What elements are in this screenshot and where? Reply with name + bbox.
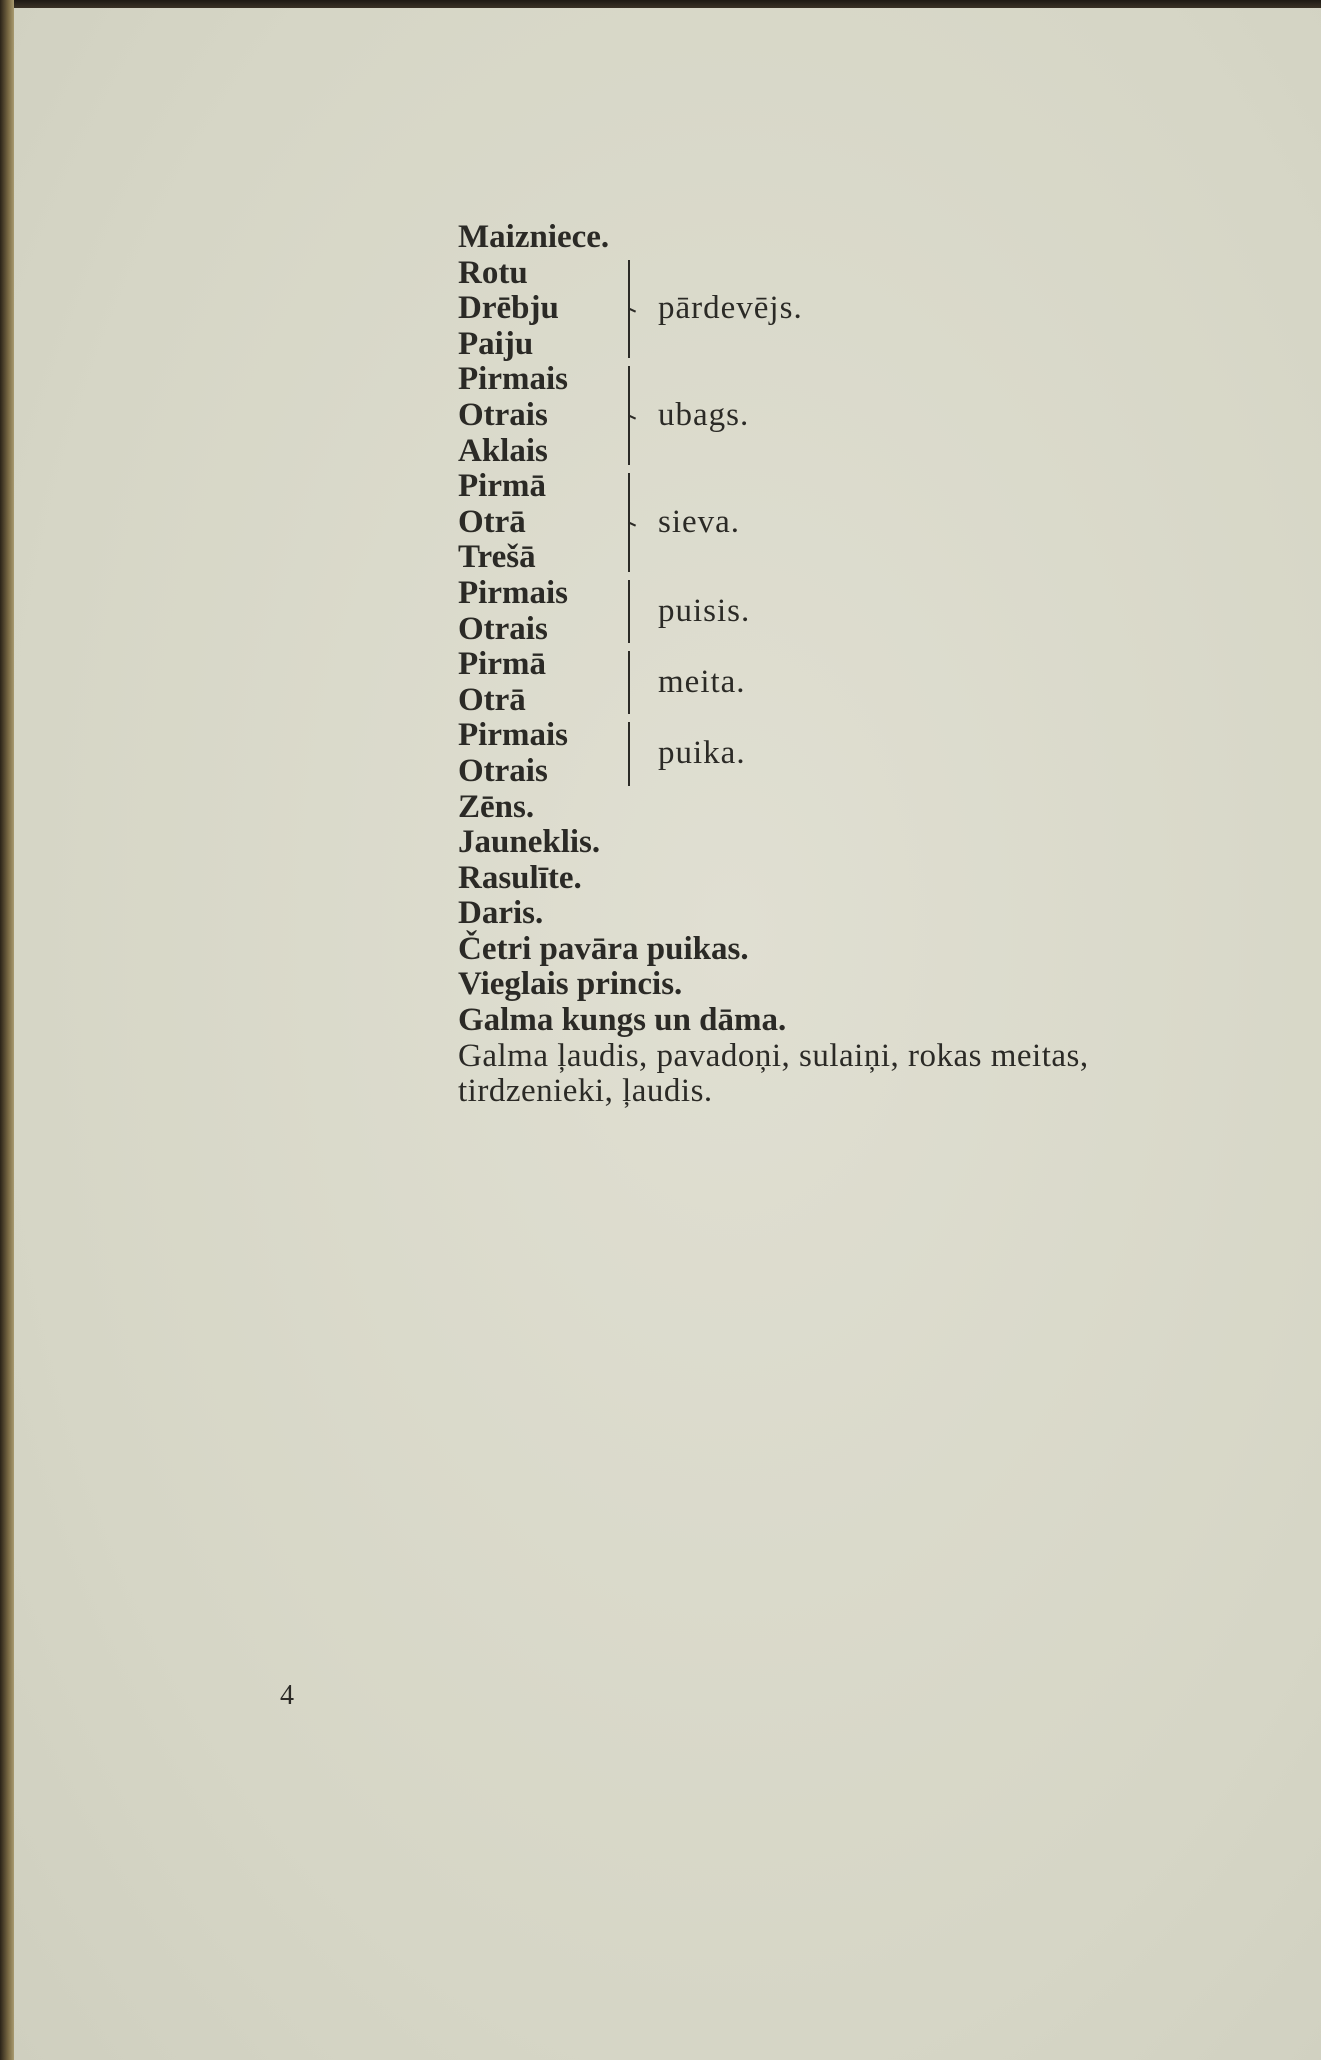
brace-icon: [628, 722, 644, 785]
brace-icon: [628, 651, 644, 714]
member: Otrais: [458, 396, 548, 433]
cast-rasulite: Rasulīte.: [458, 859, 582, 896]
page-number: 4: [280, 1680, 294, 1711]
cast-zens: Zēns.: [458, 788, 535, 825]
brace-icon: [628, 366, 644, 465]
role-label: pārdevējs.: [658, 290, 803, 327]
brace-icon: [628, 260, 644, 359]
cast-jauneklis: Jauneklis.: [458, 824, 601, 861]
group-puisis: [458, 576, 1218, 647]
cast-cetri: Četri pavāra puikas.: [458, 930, 749, 967]
cast-list: [458, 220, 1218, 1110]
member: Drēbju: [458, 290, 559, 327]
member: Pirmais: [458, 361, 568, 398]
member: Pirmā: [458, 468, 546, 505]
member: Otrā: [458, 503, 526, 540]
member: Otrais: [458, 752, 548, 789]
group-puika: [458, 718, 1218, 789]
member: Trešā: [458, 539, 536, 576]
role-label: puika.: [658, 735, 746, 772]
cast-others: Galma ļaudis, pavadoņi, sulaiņi, rokas meitas, tirdzenieki, ļaudis.: [458, 1037, 1089, 1110]
cast-princis: Vieglais princis.: [458, 966, 683, 1003]
cast-daris: Daris.: [458, 895, 544, 932]
group-pardevejs: [458, 256, 1218, 363]
brace-icon: [628, 473, 644, 572]
group-meita: [458, 647, 1218, 718]
role-label: meita.: [658, 663, 746, 700]
member: Otrā: [458, 681, 526, 718]
member: Aklais: [458, 432, 548, 469]
member: Rotu: [458, 254, 528, 291]
role-label: ubags.: [658, 396, 750, 433]
group-ubags: [458, 362, 1218, 469]
role-label: sieva.: [658, 503, 741, 540]
member: Paiju: [458, 325, 534, 362]
member: Pirmā: [458, 646, 546, 683]
member: Otrais: [458, 610, 548, 647]
group-sieva: [458, 469, 1218, 576]
book-spine: [0, 0, 14, 2060]
member: Pirmais: [458, 574, 568, 611]
cast-galma-kungs: Galma kungs un dāma.: [458, 1002, 787, 1039]
member: Pirmais: [458, 717, 568, 754]
role-label: puisis.: [658, 592, 751, 629]
cast-maizniece: Maizniece.: [458, 219, 610, 255]
brace-icon: [628, 580, 644, 643]
top-edge: [0, 0, 1321, 8]
